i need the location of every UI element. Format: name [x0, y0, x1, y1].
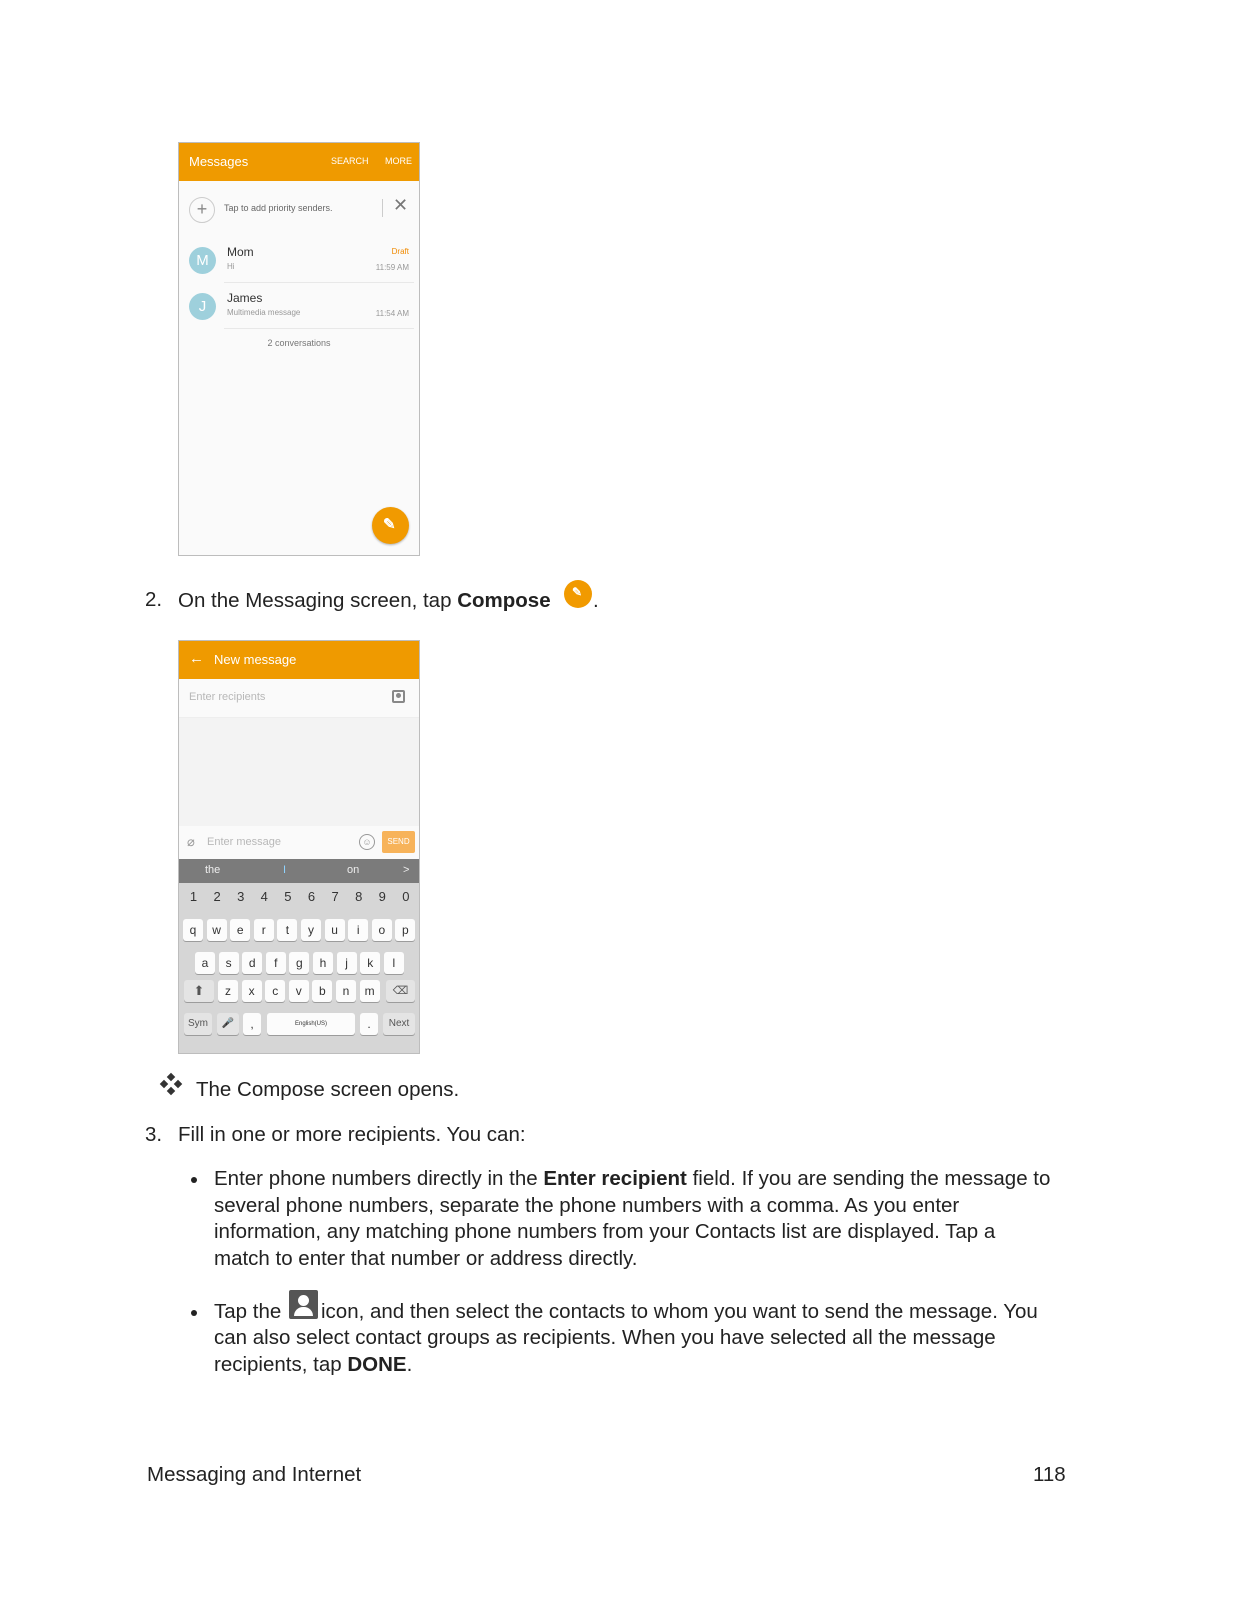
close-icon[interactable]: ✕ — [393, 195, 409, 215]
number-key[interactable]: 3 — [237, 889, 245, 904]
divider — [382, 199, 383, 217]
recipients-field[interactable] — [179, 679, 419, 718]
suggestion-item[interactable]: I — [283, 864, 287, 876]
number-key[interactable]: 4 — [260, 889, 268, 904]
text-fragment: Enter phone numbers directly in the — [214, 1167, 544, 1190]
contact-name: Mom — [227, 245, 254, 259]
step-2-prefix: On the Messaging screen, tap — [178, 589, 458, 612]
number-key[interactable]: 0 — [402, 889, 410, 904]
letter-key[interactable]: e — [230, 919, 250, 941]
letter-key[interactable]: z — [218, 980, 238, 1002]
bullet-2-line-2: can also select contact groups as recipients. When you have selected all the message — [214, 1326, 996, 1349]
suggestion-item[interactable]: on — [347, 864, 360, 876]
letter-key[interactable]: k — [360, 952, 380, 974]
compose-icon: ✎ — [572, 585, 583, 599]
contacts-icon — [289, 1290, 318, 1319]
number-key[interactable]: 1 — [189, 889, 198, 904]
period-key[interactable]: . — [360, 1013, 378, 1035]
send-button[interactable]: SEND — [382, 831, 415, 853]
bullet-2-line-1: icon, and then select the contacts to whom you want to send the message. You — [321, 1300, 1038, 1323]
done-bold: DONE — [347, 1353, 407, 1376]
conversation-area — [179, 718, 419, 826]
letter-key[interactable]: u — [325, 919, 345, 941]
step-2-period: . — [593, 589, 599, 612]
step-3-text: Fill in one or more recipients. You can: — [178, 1123, 526, 1146]
step-2-text — [178, 589, 551, 613]
text-fragment: . — [406, 1353, 413, 1376]
conversation-item[interactable] — [179, 283, 419, 329]
letter-key[interactable]: w — [207, 919, 227, 941]
message-input[interactable]: Enter message — [207, 836, 281, 848]
priority-senders-bar[interactable] — [179, 181, 419, 237]
number-key[interactable]: 8 — [355, 889, 363, 904]
bullet-1-line-2: several phone numbers, separate the phone numbers with a comma. As you enter — [214, 1194, 960, 1217]
space-key[interactable]: English(US) — [267, 1013, 355, 1035]
enter-recipient-bold: Enter recipient — [543, 1167, 687, 1190]
next-key[interactable]: Next — [383, 1013, 415, 1035]
sym-key[interactable]: Sym — [184, 1013, 212, 1035]
conversation-item[interactable] — [179, 237, 419, 283]
letter-key[interactable]: f — [266, 952, 286, 974]
suggestion-bar — [179, 859, 419, 883]
avatar: M — [189, 247, 216, 274]
footer-section: Messaging and Internet — [147, 1463, 362, 1486]
number-key[interactable]: 9 — [378, 889, 386, 904]
text-fragment: field. If you are sending the message to — [686, 1167, 1051, 1190]
back-arrow-icon[interactable]: ← — [189, 650, 204, 667]
letter-key[interactable]: t — [277, 919, 297, 941]
recipients-placeholder: Enter recipients — [189, 691, 266, 703]
text-fragment: recipients, tap — [214, 1353, 348, 1376]
mic-icon[interactable]: 🎤 — [217, 1013, 239, 1035]
message-time: 11:54 AM — [375, 309, 409, 318]
comma-key[interactable]: , — [243, 1013, 261, 1035]
backspace-icon[interactable]: ⌫ — [386, 980, 415, 1002]
screen-title: New message — [214, 652, 297, 667]
bullet-2-prefix: Tap the — [214, 1300, 282, 1323]
compose-bold: Compose — [457, 589, 551, 612]
step-number: 3. — [145, 1123, 163, 1146]
letter-key[interactable]: d — [242, 952, 262, 974]
page-number: 118 — [1033, 1463, 1066, 1486]
step-number: 2. — [145, 588, 163, 611]
letter-key[interactable]: o — [372, 919, 392, 941]
letter-key[interactable]: l — [384, 952, 404, 974]
messages-screenshot — [178, 142, 420, 556]
app-title: Messages — [189, 154, 249, 169]
emoji-icon[interactable]: ☺ — [359, 834, 375, 850]
avatar: J — [189, 293, 216, 320]
bullet-1-line-3: information, any matching phone numbers from your Contacts list are displayed. Tap a — [214, 1220, 996, 1243]
keyboard — [179, 883, 419, 1053]
plus-icon[interactable]: + — [189, 197, 215, 223]
result-text: The Compose screen opens. — [196, 1078, 460, 1101]
letter-key[interactable]: r — [254, 919, 274, 941]
letter-key[interactable]: m — [360, 980, 380, 1002]
letter-key[interactable]: s — [219, 952, 239, 974]
compose-button[interactable] — [372, 507, 409, 544]
bullet-2-line-3 — [214, 1353, 412, 1377]
draft-label: Draft — [391, 247, 409, 256]
bullet-1-line-4: match to enter that number or address directly. — [214, 1247, 638, 1270]
new-message-app-bar — [179, 641, 419, 679]
suggestion-item[interactable]: the — [205, 864, 221, 876]
search-action[interactable]: SEARCH — [331, 156, 369, 166]
contact-name: James — [227, 291, 263, 305]
letter-key[interactable]: b — [312, 980, 332, 1002]
letter-key[interactable]: a — [195, 952, 215, 974]
compose-inline-icon — [564, 580, 592, 608]
contacts-icon[interactable] — [392, 690, 405, 703]
letter-key[interactable]: x — [242, 980, 262, 1002]
messages-app-bar — [179, 143, 419, 181]
chevron-right-icon[interactable]: > — [403, 864, 410, 876]
letter-key[interactable]: q — [183, 919, 203, 941]
attach-icon[interactable]: ⌀ — [187, 834, 195, 849]
bullet-1-line-1 — [214, 1167, 1050, 1191]
letter-key[interactable]: p — [395, 919, 415, 941]
number-key[interactable]: 7 — [331, 889, 339, 904]
number-key[interactable]: 2 — [213, 889, 221, 904]
letter-key[interactable]: h — [313, 952, 333, 974]
new-message-screenshot — [178, 640, 420, 1054]
conversation-count: 2 conversations — [267, 338, 331, 348]
bullet — [191, 1310, 197, 1316]
shift-icon[interactable]: ⬆ — [184, 980, 214, 1002]
letter-key[interactable]: y — [301, 919, 321, 941]
bullet — [191, 1177, 197, 1183]
divider — [224, 328, 414, 329]
message-bar — [179, 826, 419, 859]
message-preview: Multimedia message — [227, 308, 301, 317]
letter-key[interactable]: j — [337, 952, 357, 974]
priority-prompt: Tap to add priority senders. — [224, 203, 333, 213]
number-key[interactable]: 5 — [284, 889, 292, 904]
result-diamonds-icon — [160, 1074, 182, 1096]
letter-key[interactable]: v — [289, 980, 309, 1002]
message-time: 11:59 AM — [375, 263, 409, 272]
letter-key[interactable]: g — [289, 952, 309, 974]
letter-key[interactable]: c — [265, 980, 285, 1002]
number-key[interactable]: 6 — [307, 889, 316, 904]
more-action[interactable]: MORE — [385, 156, 412, 166]
letter-key[interactable]: i — [348, 919, 368, 941]
letter-key[interactable]: n — [336, 980, 356, 1002]
compose-icon: ✎ — [383, 516, 396, 533]
message-preview: Hi — [227, 262, 235, 271]
